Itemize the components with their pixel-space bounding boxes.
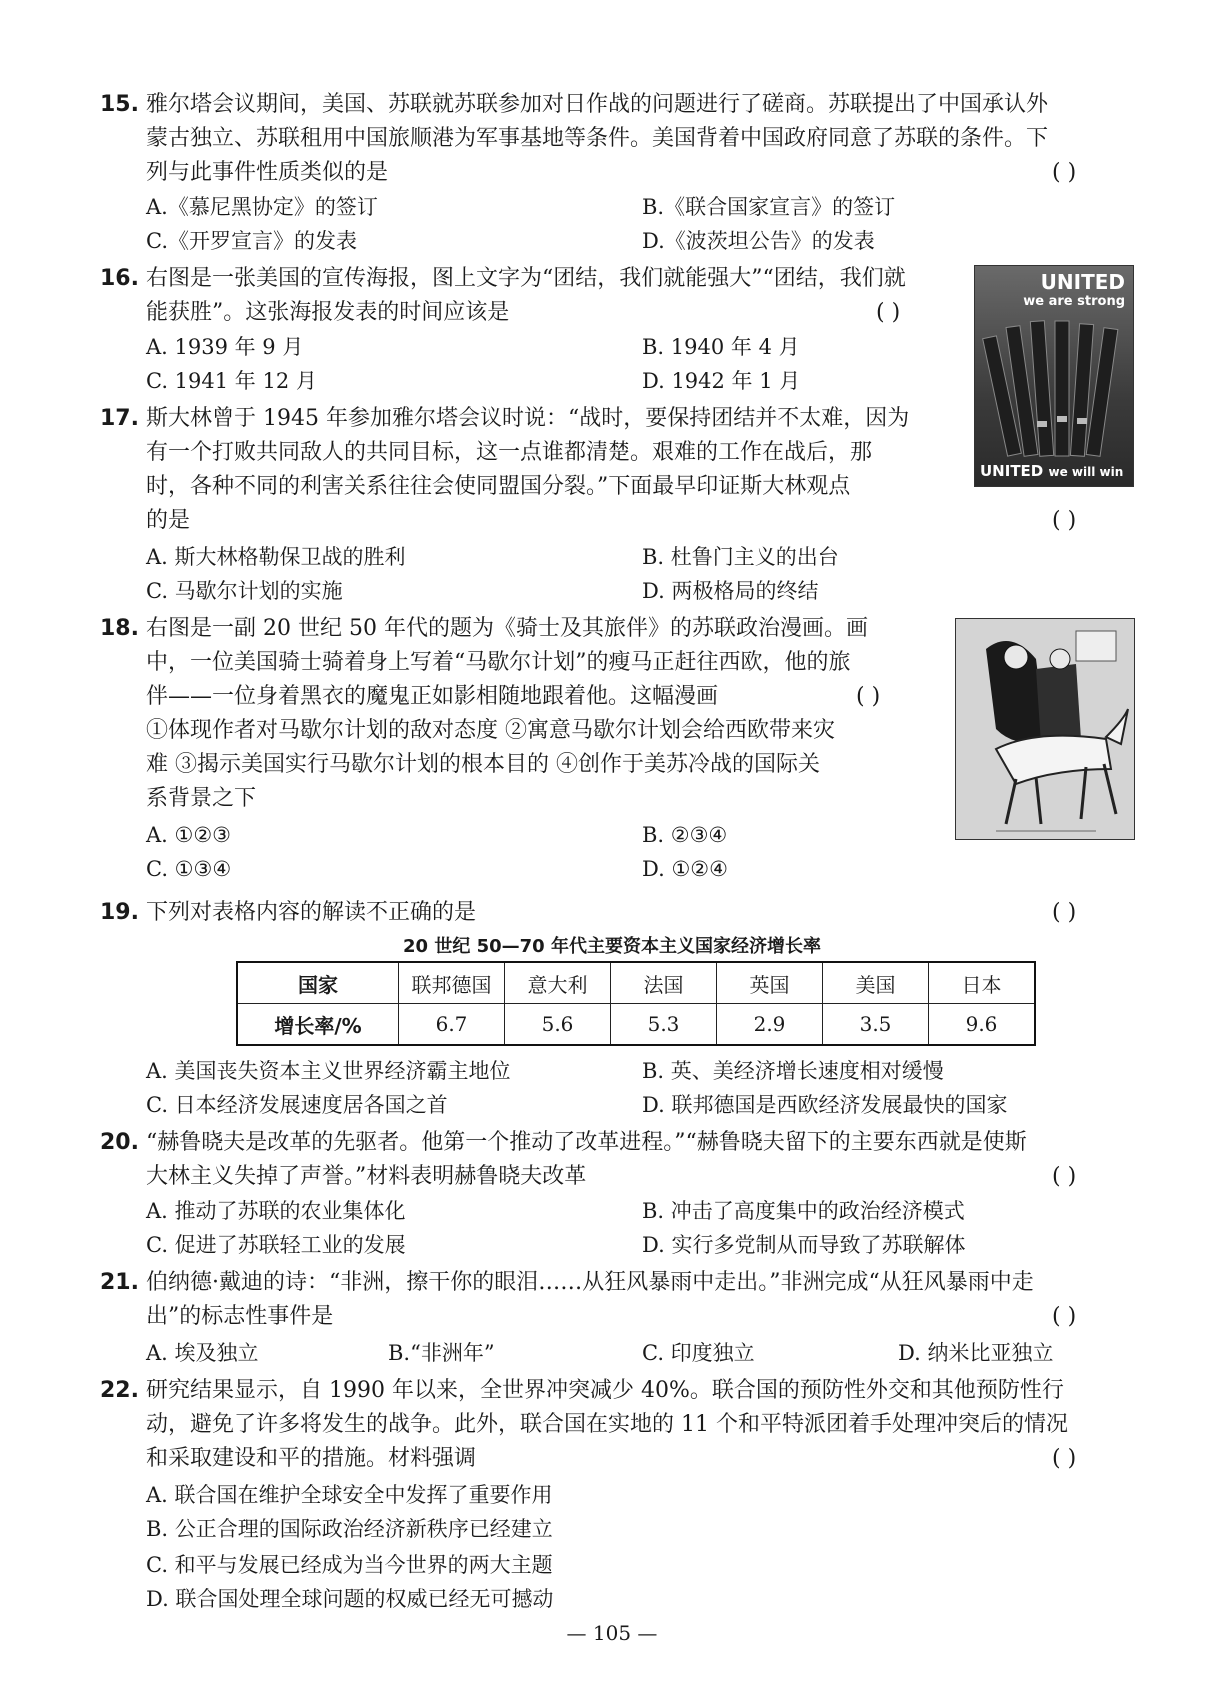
option-a: A. 美国丧失资本主义世界经济霸主地位: [146, 1059, 511, 1083]
question-text: 难 ③揭示美国实行马歇尔计划的根本目的 ④创作于美苏冷战的国际关: [146, 752, 820, 777]
option-a: A. 斯大林格勒保卫战的胜利: [146, 545, 406, 569]
question-text: “赫鲁晓夫是改革的先驱者。他第一个推动了改革进程。”“赫鲁晓夫留下的主要东西就是使斯: [146, 1130, 1027, 1155]
option-a: A. 联合国在维护全球安全中发挥了重要作用: [146, 1483, 553, 1507]
question-number: 20.: [100, 1130, 139, 1155]
option-a: A.《慕尼黑协定》的签订: [146, 195, 378, 219]
question-number: 19.: [100, 900, 139, 925]
question-text: 和采取建设和平的措施。材料强调: [146, 1446, 477, 1471]
option-c: C. 和平与发展已经成为当今世界的两大主题: [146, 1553, 553, 1577]
option-b: B.“非洲年”: [388, 1341, 495, 1365]
option-c: C. 1941 年 12 月: [146, 369, 317, 393]
question-number: 16.: [100, 266, 139, 291]
growth-rate-table: [236, 961, 1036, 1046]
option-a: A. 推动了苏联的农业集体化: [146, 1199, 406, 1223]
question-text: 列与此事件性质类似的是: [146, 160, 389, 185]
option-b: B. ②③④: [642, 823, 728, 847]
answer-bracket: ( ): [1052, 160, 1077, 185]
question-text: 系背景之下: [146, 786, 257, 811]
option-d: D. 联邦德国是西欧经济发展最快的国家: [642, 1093, 1008, 1117]
option-b: B. 冲击了高度集中的政治经济模式: [642, 1199, 965, 1223]
table-cell: 2.9: [717, 1004, 823, 1046]
question-text: 伴——一位身着黑衣的魔鬼正如影相随地跟着他。这幅漫画: [146, 684, 719, 709]
table-row: [237, 1004, 1035, 1046]
option-d: D. 实行多党制从而导致了苏联解体: [642, 1233, 966, 1257]
table-cell: 5.3: [611, 1004, 717, 1046]
poster-bottom-subtext: we will win: [1048, 465, 1124, 479]
table-header-cell: 美国: [823, 962, 929, 1004]
table-header-cell: 联邦德国: [399, 962, 505, 1004]
question-text: 中，一位美国骑士骑着身上写着“马歇尔计划”的瘦马正赶往西欧，他的旅: [146, 650, 851, 675]
table-header-cell: 日本: [929, 962, 1036, 1004]
option-c: C. 印度独立: [642, 1341, 755, 1365]
question-number: 18.: [100, 616, 139, 641]
option-b: B. 1940 年 4 月: [642, 335, 800, 359]
question-text: 下列对表格内容的解读不正确的是: [146, 900, 477, 925]
question-text: 伯纳德·戴迪的诗：“非洲，擦干你的眼泪……从狂风暴雨中走出。”非洲完成“从狂风暴雨中走: [146, 1270, 1034, 1295]
poster-top-text: UNITED: [1040, 270, 1125, 294]
answer-bracket: ( ): [1052, 1164, 1077, 1189]
table-title: 20 世纪 50—70 年代主要资本主义国家经济增长率: [403, 936, 821, 957]
table-cell: 3.5: [823, 1004, 929, 1046]
question-text: 蒙古独立、苏联租用中国旅顺港为军事基地等条件。美国背着中国政府同意了苏联的条件。下: [146, 126, 1049, 151]
option-a: A. ①②③: [146, 823, 231, 847]
option-d: D.《波茨坦公告》的发表: [642, 229, 875, 253]
united-poster-image: [974, 265, 1134, 487]
question-text: 有一个打败共同敌人的共同目标，这一点谁都清楚。艰难的工作在战后，那: [146, 440, 873, 465]
option-c: C.《开罗宣言》的发表: [146, 229, 357, 253]
question-text: 动，避免了许多将发生的战争。此外，联合国在实地的 11 个和平特派团着手处理冲突后的情况: [146, 1412, 1068, 1437]
option-b: B. 英、美经济增长速度相对缓慢: [642, 1059, 944, 1083]
table-header-cell: 国家: [237, 962, 399, 1004]
option-b: B. 公正合理的国际政治经济新秩序已经建立: [146, 1517, 553, 1541]
cartoon-image: [955, 618, 1135, 840]
question-text: 雅尔塔会议期间，美国、苏联就苏联参加对日作战的问题进行了磋商。苏联提出了中国承认外: [146, 92, 1049, 117]
option-a: A. 埃及独立: [146, 1341, 259, 1365]
question-text: 出”的标志性事件是: [146, 1304, 334, 1329]
option-d: D. 1942 年 1 月: [642, 369, 801, 393]
question-number: 17.: [100, 406, 139, 431]
question-number: 15.: [100, 92, 139, 117]
option-a: A. 1939 年 9 月: [146, 335, 304, 359]
table-row-label: 增长率/%: [237, 1004, 399, 1046]
answer-bracket: ( ): [1052, 900, 1077, 925]
option-c: C. 日本经济发展速度居各国之首: [146, 1093, 448, 1117]
table-cell: 9.6: [929, 1004, 1036, 1046]
option-b: B. 杜鲁门主义的出台: [642, 545, 839, 569]
table-header-cell: 英国: [717, 962, 823, 1004]
table-header-cell: 意大利: [505, 962, 611, 1004]
question-text: 右图是一副 20 世纪 50 年代的题为《骑士及其旅伴》的苏联政治漫画。画: [146, 616, 868, 641]
option-b: B.《联合国家宣言》的签订: [642, 195, 896, 219]
table-cell: 6.7: [399, 1004, 505, 1046]
question-number: 22.: [100, 1378, 139, 1403]
question-text: 的是: [146, 508, 191, 533]
option-d: D. 纳米比亚独立: [898, 1341, 1054, 1365]
question-text: 大林主义失掉了声誉。”材料表明赫鲁晓夫改革: [146, 1164, 587, 1189]
option-d: D. 两极格局的终结: [642, 579, 819, 603]
question-text: ①体现作者对马歇尔计划的敌对态度 ②寓意马歇尔计划会给西欧带来灾: [146, 718, 835, 743]
answer-bracket: ( ): [856, 684, 881, 709]
question-text: 右图是一张美国的宣传海报，图上文字为“团结，我们就能强大”“团结，我们就: [146, 266, 906, 291]
question-text: 斯大林曾于 1945 年参加雅尔塔会议时说：“战时，要保持团结并不太难，因为: [146, 406, 910, 431]
option-d: D. ①②④: [642, 857, 728, 881]
option-c: C. ①③④: [146, 857, 232, 881]
question-text: 时，各种不同的利害关系往往会使同盟国分裂。”下面最早印证斯大林观点: [146, 474, 851, 499]
option-d: D. 联合国处理全球问题的权威已经无可撼动: [146, 1587, 554, 1611]
question-text: 研究结果显示，自 1990 年以来，全世界冲突减少 40%。联合国的预防性外交和其他预防性行: [146, 1378, 1064, 1403]
poster-bottom-text: UNITED: [980, 462, 1044, 480]
answer-bracket: ( ): [876, 300, 901, 325]
answer-bracket: ( ): [1052, 508, 1077, 533]
poster-top-subtext: we are strong: [1023, 294, 1125, 309]
option-c: C. 马歇尔计划的实施: [146, 579, 343, 603]
table-header-cell: 法国: [611, 962, 717, 1004]
option-c: C. 促进了苏联轻工业的发展: [146, 1233, 406, 1257]
table-row: [237, 962, 1035, 1004]
answer-bracket: ( ): [1052, 1304, 1077, 1329]
page-number: — 105 —: [566, 1621, 658, 1645]
table-cell: 5.6: [505, 1004, 611, 1046]
answer-bracket: ( ): [1052, 1446, 1077, 1471]
question-text: 能获胜”。这张海报发表的时间应该是: [146, 300, 510, 325]
question-number: 21.: [100, 1270, 139, 1295]
